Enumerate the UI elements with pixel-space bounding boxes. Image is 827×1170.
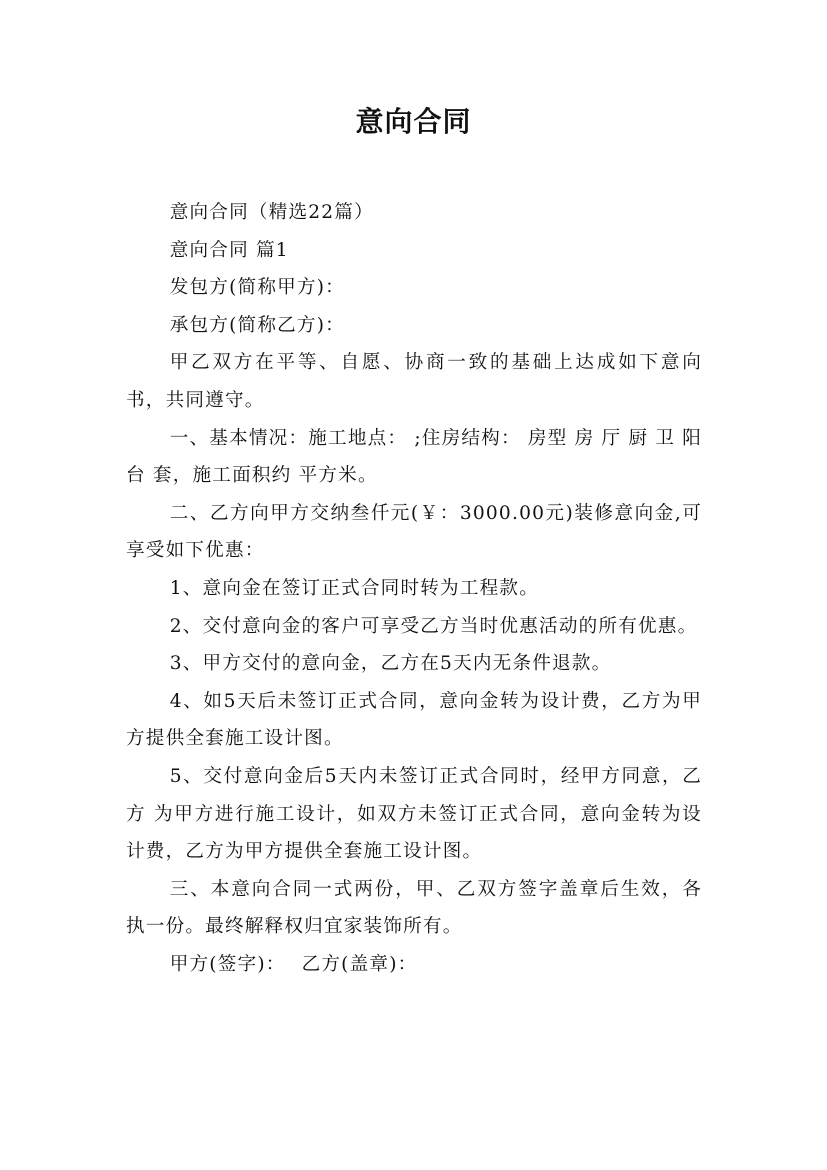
paragraph-clause-1: 一、基本情况：施工地点： ;住房结构： 房型 房 厅 厨 卫 阳台 套，施工面积约 平方米。 [126,427,702,487]
paragraph-party-a: 发包方(简称甲方)： [169,277,345,299]
paragraph-item-1: 1、意向金在签订正式合同时转为工程款。 [169,577,540,599]
signature-line [126,946,702,984]
signature-party-b: 乙方(盖章)： [301,953,418,975]
paragraph-item-2: 2、交付意向金的客户可享受乙方当时优惠活动的所有优惠。 [169,615,698,637]
paragraph-subtitle: 意向合同（精选22篇） [169,202,374,223]
paragraph-item-4: 4、如5天后未签订正式合同，意向金转为设计费，乙方为甲方提供全套施工设计图。 [126,690,702,750]
document-title: 意向合同 [355,105,472,138]
signature-party-a: 甲方(签字)： [169,953,286,975]
paragraph-clause-2: 二、乙方向甲方交纳叁仟元(￥：3000.00元)装修意向金,可享受如下优惠： [126,502,702,562]
paragraph-section-heading: 意向合同 篇1 [169,239,289,261]
document-body [126,194,702,983]
paragraph-item-3: 3、甲方交付的意向金，乙方在5天内无条件退款。 [169,653,612,675]
paragraph-party-b: 承包方(简称乙方)： [169,314,345,336]
paragraph-item-5: 5、交付意向金后5天内未签订正式合同时，经甲方同意，乙方 为甲方进行施工设计，如双方未签订正式合同，意向金转为设计费，乙方为甲方提供全套施工设计图。 [126,765,702,863]
paragraph-clause-3: 三、本意向合同一式两份，甲、乙双方签字盖章后生效，各执一份。最终解释权归宜家装饰所有。 [126,878,702,938]
paragraph-intro: 甲乙双方在平等、自愿、协商一致的基础上达成如下意向书，共同遵守。 [126,352,702,411]
